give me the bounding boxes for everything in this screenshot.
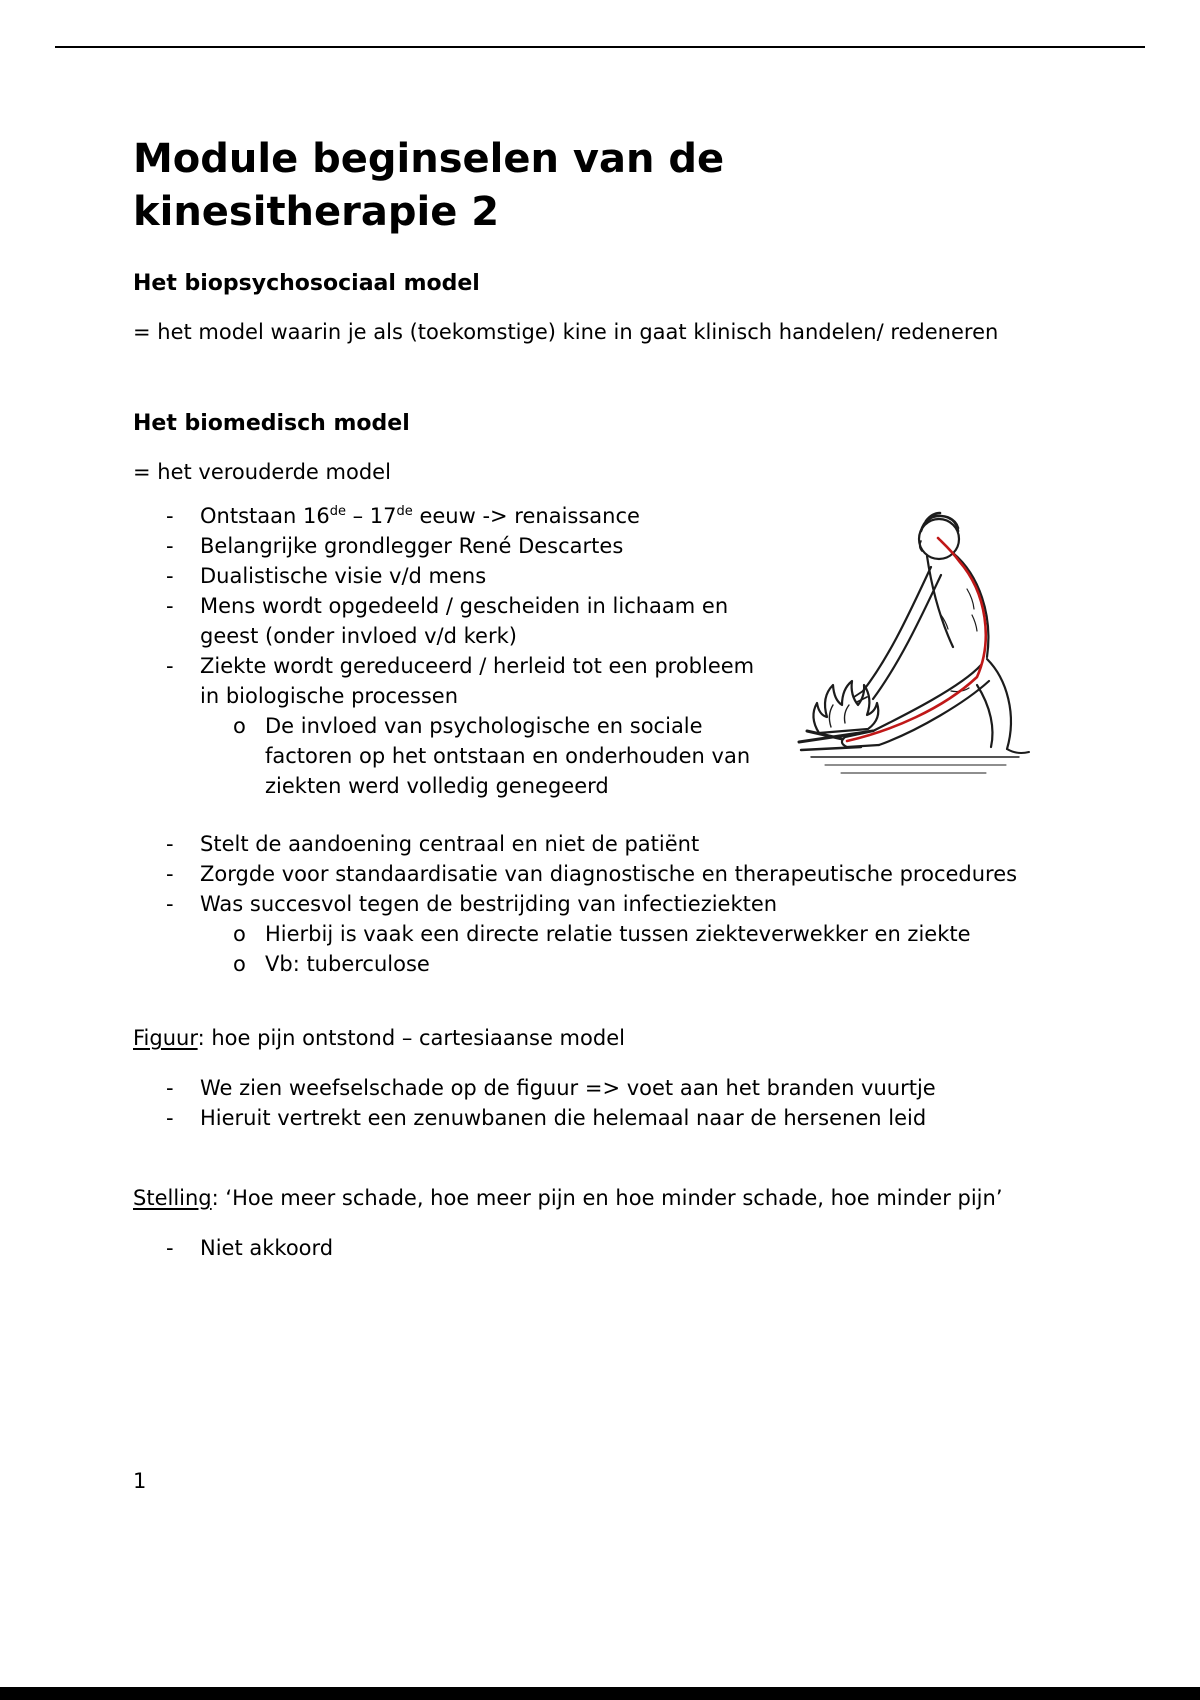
figuur-caption xyxy=(133,1023,1067,1053)
list-item xyxy=(166,889,1067,919)
heading-biopsychosociaal-model: Het biopsychosociaal model xyxy=(133,271,480,296)
biomed-definition: = het verouderde model xyxy=(133,460,391,484)
list-item-text: Hieruit vertrekt een zenuwbanen die helemaal naar de hersenen leid xyxy=(200,1106,927,1130)
superscript: de xyxy=(396,504,413,519)
list-item-text: Ziekte wordt gereduceerd / herleid tot een probleem in biologische processen xyxy=(200,654,755,708)
sub-list-item-text: Hierbij is vaak een directe relatie tussen ziekteverwekker en ziekte xyxy=(265,922,971,946)
dash-marker: - xyxy=(166,1076,174,1100)
title-line-1: Module beginselen van de xyxy=(133,136,725,182)
figuur-bullet-list xyxy=(133,1073,963,1133)
list-item xyxy=(166,1233,1067,1263)
list-item xyxy=(166,531,773,561)
list-item-text: Ontstaan 16de – 17de eeuw -> renaissance xyxy=(200,504,640,528)
dash-marker: - xyxy=(166,892,174,916)
list-item xyxy=(166,651,773,711)
list-item-text: Stelt de aandoening centraal en niet de patiënt xyxy=(200,832,700,856)
list-item xyxy=(166,1073,963,1103)
circle-marker: o xyxy=(233,714,246,738)
dash-marker: - xyxy=(166,1106,174,1130)
list-item-text: Niet akkoord xyxy=(200,1236,334,1260)
sub-list-item-text: Vb: tuberculose xyxy=(265,952,430,976)
list-item-text: Was succesvol tegen de bestrijding van infectieziekten xyxy=(200,892,778,916)
biomed-list-area xyxy=(133,501,1067,979)
list-item xyxy=(166,591,773,651)
circle-marker: o xyxy=(233,952,246,976)
dash-marker: - xyxy=(166,654,174,678)
biopsych-definition: = het model waarin je als (toekomstige) kine in gaat klinisch handelen/ redeneren xyxy=(133,320,999,344)
page-title xyxy=(133,133,1067,239)
descartes-pain-pathway-illustration xyxy=(781,495,1037,783)
dash-marker: - xyxy=(166,1236,174,1260)
figuur-caption-text: : hoe pijn ontstond – cartesiaanse model xyxy=(197,1026,625,1050)
biomed-bullet-list-a xyxy=(133,501,773,711)
dash-marker: - xyxy=(166,534,174,558)
biomed-bullet-list-b xyxy=(133,829,1067,919)
stelling-statement xyxy=(133,1183,1067,1213)
list-item-text: Dualistische visie v/d mens xyxy=(200,564,487,588)
figuur-label: Figuur xyxy=(133,1026,198,1050)
dash-marker: - xyxy=(166,832,174,856)
sub-list-item xyxy=(233,949,1067,979)
superscript: de xyxy=(329,504,346,519)
sub-list-item xyxy=(233,919,1067,949)
dash-marker: - xyxy=(166,594,174,618)
sub-list-item xyxy=(233,711,783,801)
list-item-text: We zien weefselschade op de figuur => voet aan het branden vuurtje xyxy=(200,1076,936,1100)
biomed-sub-list-a xyxy=(133,711,783,801)
document-content xyxy=(133,0,1067,1263)
list-item-text: Mens wordt opgedeeld / gescheiden in lichaam en geest (onder invloed v/d kerk) xyxy=(200,594,729,648)
dash-marker: - xyxy=(166,564,174,588)
list-item-ontstaan xyxy=(166,501,773,531)
descartes-figure-svg xyxy=(781,495,1037,783)
heading-biomedisch-model: Het biomedisch model xyxy=(133,411,410,436)
title-line-2: kinesitherapie 2 xyxy=(133,189,500,235)
sub-list-item-text: De invloed van psychologische en sociale factoren op het ontstaan en onderhouden van ziekten werd volledig genegeerd xyxy=(265,714,751,798)
stelling-label: Stelling xyxy=(133,1186,212,1210)
stelling-bullet-list xyxy=(133,1233,1067,1263)
list-item xyxy=(166,859,1067,889)
list-item xyxy=(166,1103,963,1133)
dash-marker: - xyxy=(166,862,174,886)
list-item xyxy=(166,829,1067,859)
circle-marker: o xyxy=(233,922,246,946)
list-item xyxy=(166,561,773,591)
dash-marker: - xyxy=(166,504,174,528)
page-number: 1 xyxy=(133,1469,147,1493)
stelling-text: : ‘Hoe meer schade, hoe meer pijn en hoe minder schade, hoe minder pijn’ xyxy=(211,1186,1003,1210)
list-item-text: Zorgde voor standaardisatie van diagnostische en therapeutische procedures xyxy=(200,862,1018,886)
bottom-page-edge xyxy=(0,1687,1200,1700)
biomed-sub-list-b xyxy=(133,919,1067,979)
list-item-text: Belangrijke grondlegger René Descartes xyxy=(200,534,624,558)
